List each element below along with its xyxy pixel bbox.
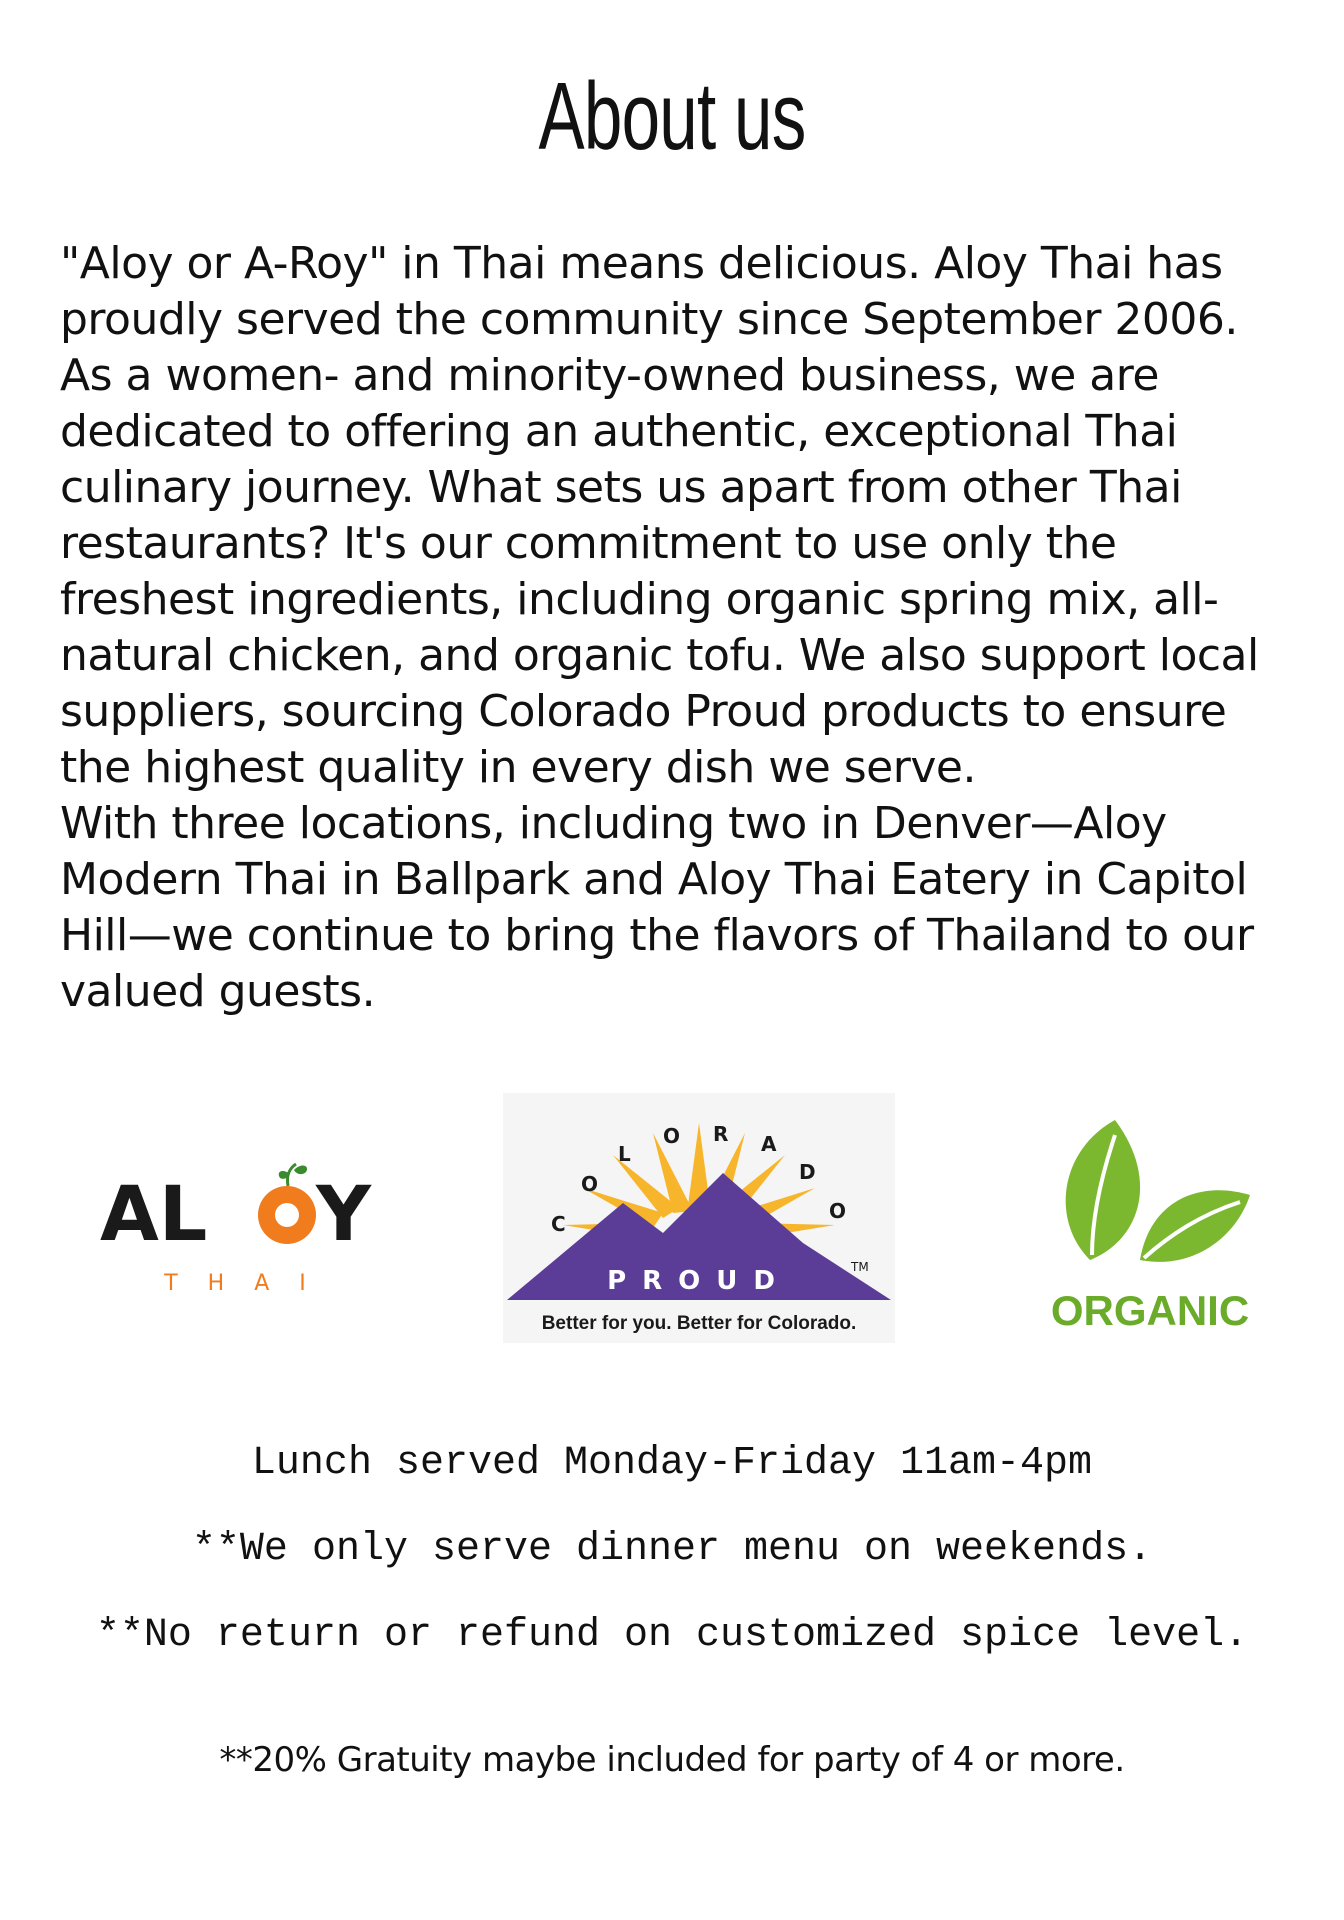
about-text	[60, 236, 1300, 1020]
small-leaf-icon	[1140, 1190, 1250, 1262]
lunch-hours: Lunch served Monday-Friday 11am-4pm	[251, 1441, 1093, 1486]
svg-text:D: D	[799, 1160, 816, 1184]
svg-text:O: O	[663, 1124, 681, 1148]
trademark-symbol: TM	[851, 1260, 869, 1274]
svg-text:O: O	[581, 1172, 599, 1196]
proud-band-text: PROUD	[607, 1266, 791, 1296]
svg-text:C: C	[551, 1212, 566, 1236]
svg-text:L: L	[618, 1142, 631, 1166]
logo-row	[0, 1090, 1344, 1350]
colorado-proud-tagline: Better for you. Better for Colorado.	[541, 1313, 857, 1334]
gratuity-note: **20% Gratuity maybe included for party of 4 or more.	[219, 1740, 1125, 1780]
svg-text:ALOY: ALOY	[100, 1160, 103, 1161]
organic-label: ORGANIC	[1050, 1287, 1250, 1334]
svg-text:O: O	[829, 1199, 847, 1223]
weekend-note: **We only serve dinner menu on weekends.	[191, 1527, 1153, 1572]
refund-note: **No return or refund on customized spice level.	[95, 1613, 1249, 1658]
colorado-proud-logo	[503, 1093, 895, 1343]
svg-text:A: A	[761, 1132, 777, 1156]
svg-text:R: R	[713, 1122, 729, 1146]
aloy-thai-logo	[100, 1160, 400, 1300]
aloy-subtitle: THAI	[164, 1271, 336, 1296]
aloy-wordmark-y: Y	[316, 1169, 372, 1258]
organic-logo	[1020, 1090, 1280, 1340]
page-title: About us	[538, 63, 806, 170]
about-paragraph-1: "Aloy or A-Roy" in Thai means delicious. Aloy Thai has proudly served the community since September 2006. As a women- and minority-owned business, we are dedicated to offering an authentic, exceptional Thai culinary journey. What sets us apart from other Thai restaurants? It's our commitment to use only the freshest ingredients, including organic spring mix, all-natural chicken, and organic tofu. We also support local suppliers, sourcing Colorado Proud products to ensure the highest quality in every dish we serve.	[60, 238, 1259, 793]
aloy-wordmark-al: AL	[100, 1169, 208, 1258]
about-paragraph-2: With three locations, including two in Denver—Aloy Modern Thai in Ballpark and Aloy Thai Eatery in Capitol Hill—we continue to bring the flavors of Thailand to our valued guests.	[60, 798, 1254, 1017]
large-leaf-icon	[1066, 1120, 1140, 1260]
